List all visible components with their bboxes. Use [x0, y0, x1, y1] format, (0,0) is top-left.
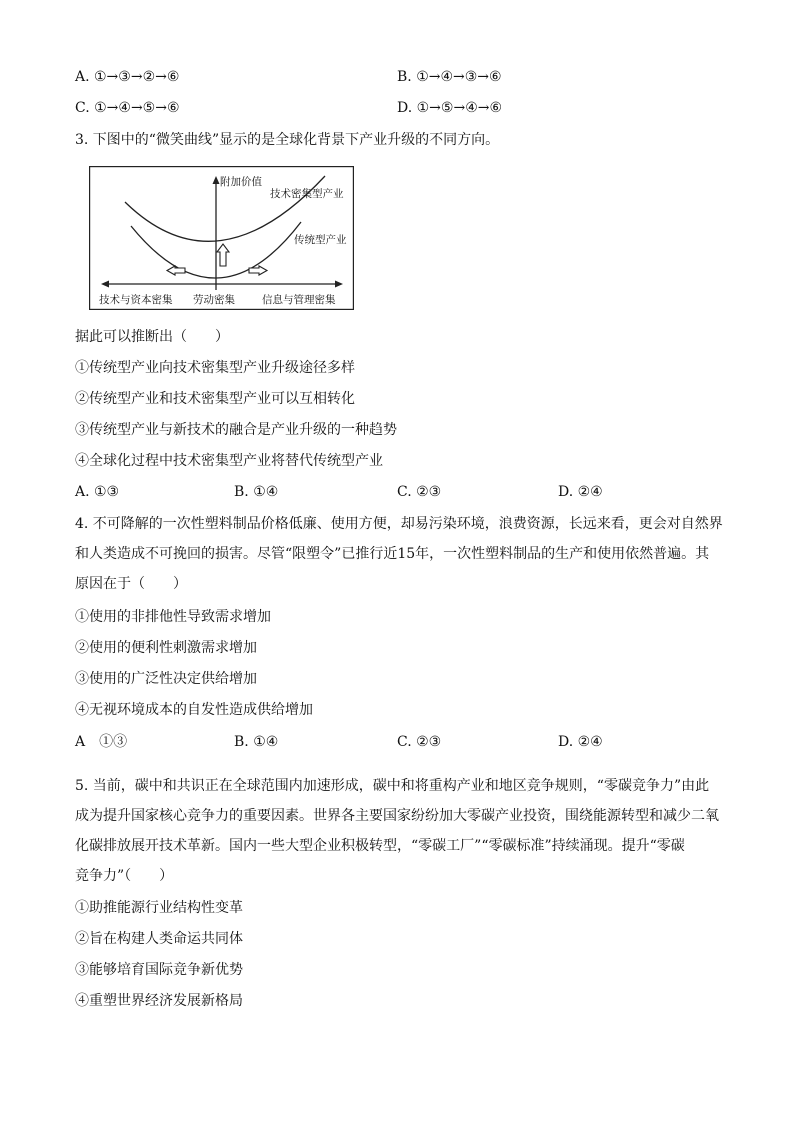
- q3-option-c: C. ②③: [397, 484, 442, 500]
- q5-item-2: ②旨在构建人类命运共同体: [75, 931, 243, 947]
- q5-stem-line-4: 竞争力”（ ）: [75, 868, 174, 884]
- q5-item-3: ③能够培育国际竞争新优势: [75, 962, 243, 978]
- q4-option-a: A ①③: [75, 734, 128, 750]
- x-left-label: 技术与资本密集: [99, 294, 173, 306]
- q4-stem-line-1: 4. 不可降解的一次性塑料制品价格低廉、使用方便，却易污染环境，浪费资源，长远来看，更会对自然界: [75, 516, 723, 532]
- q4-option-c: C. ②③: [397, 734, 442, 750]
- q5-item-1: ①助推能源行业结构性变革: [75, 900, 243, 916]
- lower-curve-label: 传统型产业: [294, 234, 347, 246]
- q5-item-4: ④重塑世界经济发展新格局: [75, 993, 243, 1009]
- q4-item-4: ④无视环境成本的自发性造成供给增加: [75, 702, 313, 718]
- q2-option-a: A. ①→③→②→⑥: [75, 69, 180, 85]
- q5-stem-line-3: 化碳排放展开技术革新。国内一些大型企业积极转型，“零碳工厂”“零碳标准”持续涌现。提升“零碳: [75, 838, 685, 854]
- x-right-label: 信息与管理密集: [262, 294, 336, 306]
- upper-curve-label: 技术密集型产业: [270, 188, 344, 200]
- q2-option-c: C. ①→④→⑤→⑥: [75, 100, 180, 116]
- q3-item-4: ④全球化过程中技术密集型产业将替代传统型产业: [75, 453, 383, 469]
- q2-option-d: D. ①→⑤→④→⑥: [397, 100, 503, 116]
- q3-option-b: B. ①④: [234, 484, 279, 500]
- smile-curve-figure: [89, 166, 354, 310]
- q3-stem: 3. 下图中的“微笑曲线”显示的是全球化背景下产业升级的不同方向。: [75, 132, 500, 148]
- x-center-label: 劳动密集: [193, 294, 235, 306]
- q3-option-a: A. ①③: [75, 484, 120, 500]
- q4-item-3: ③使用的广泛性决定供给增加: [75, 671, 257, 687]
- q4-stem-line-3: 原因在于（ ）: [75, 576, 187, 592]
- q4-item-1: ①使用的非排他性导致需求增加: [75, 609, 271, 625]
- q3-option-d: D. ②④: [558, 484, 603, 500]
- q5-stem-line-2: 成为提升国家核心竞争力的重要因素。世界各主要国家纷纷加大零碳产业投资，围绕能源转型和减少二氧: [75, 808, 719, 824]
- q3-item-2: ②传统型产业和技术密集型产业可以互相转化: [75, 391, 355, 407]
- y-axis-label: 附加价值: [220, 176, 262, 188]
- q4-option-b: B. ①④: [234, 734, 279, 750]
- q3-item-3: ③传统型产业与新技术的融合是产业升级的一种趋势: [75, 422, 397, 438]
- q3-prompt: 据此可以推断出（ ）: [75, 329, 229, 345]
- q5-stem: [75, 771, 720, 891]
- q4-option-d: D. ②④: [558, 734, 603, 750]
- q3-item-1: ①传统型产业向技术密集型产业升级途径多样: [75, 360, 355, 376]
- q2-option-b: B. ①→④→③→⑥: [397, 69, 502, 85]
- q5-stem-line-1: 5. 当前，碳中和共识正在全球范围内加速形成，碳中和将重构产业和地区竞争规则，“零碳竞争力”由此: [75, 778, 710, 794]
- q4-item-2: ②使用的便利性刺激需求增加: [75, 640, 257, 656]
- q4-stem-line-2: 和人类造成不可挽回的损害。尽管“限塑令”已推行近15年，一次性塑料制品的生产和使用依然普遍。其: [75, 546, 710, 562]
- q4-stem: [75, 509, 723, 599]
